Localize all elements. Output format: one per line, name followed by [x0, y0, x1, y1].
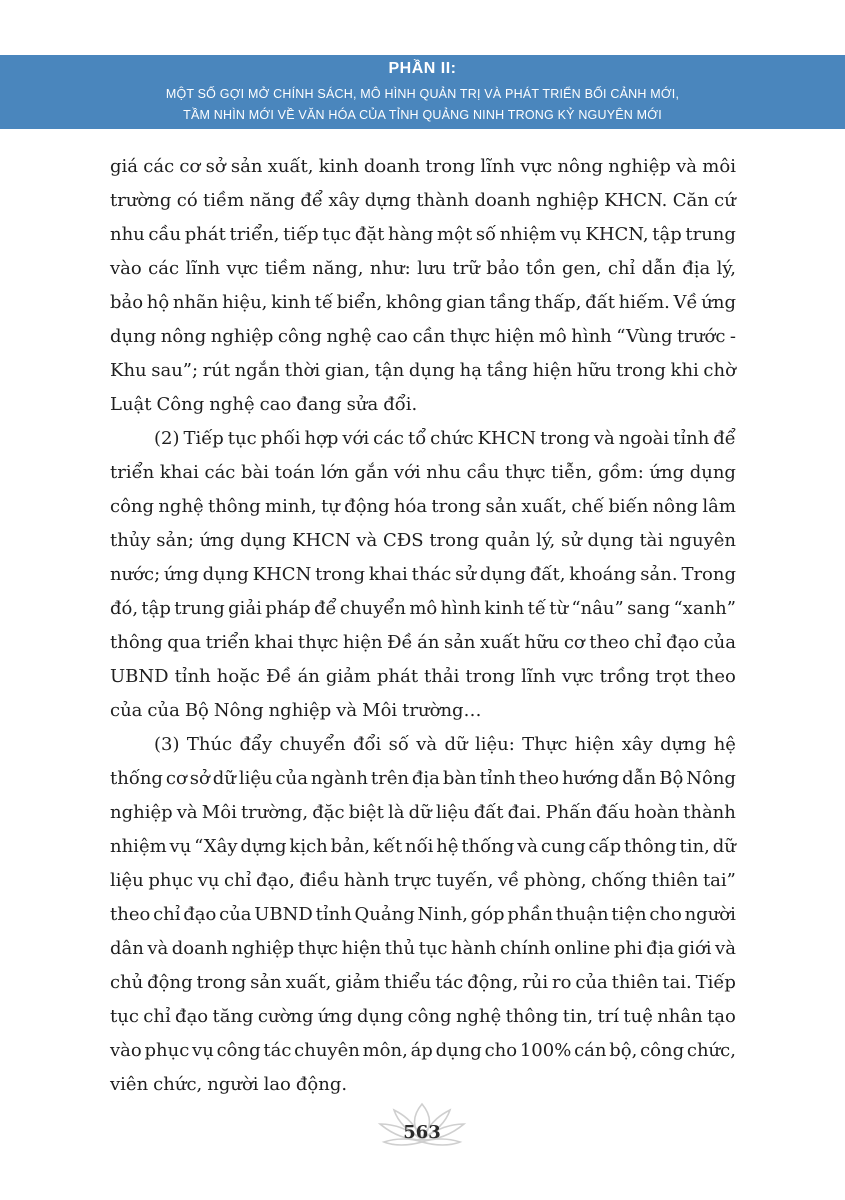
text-line: nghiệp và Môi trường, đặc biệt là dữ liệu đất đai. Phấn đấu hoàn thành — [110, 802, 736, 823]
page-number: 563 — [403, 1122, 441, 1143]
text-line: theo chỉ đạo của UBND tỉnh Quảng Ninh, góp phần thuận tiện cho người — [110, 904, 736, 925]
text-line: triển khai các bài toán lớn gắn với nhu cầu thực tiễn, gồm: ứng dụng — [110, 462, 736, 483]
text-line: thủy sản; ứng dụng KHCN và CĐS trong quản lý, sử dụng tài nguyên — [110, 530, 736, 551]
text-line: liệu phục vụ chỉ đạo, điều hành trực tuyến, về phòng, chống thiên tai” — [110, 870, 736, 891]
text-line: vào phục vụ công tác chuyên môn, áp dụng cho 100% cán bộ, công chức, — [110, 1040, 736, 1061]
text-line: trường có tiềm năng để xây dựng thành doanh nghiệp KHCN. Căn cứ — [110, 190, 736, 211]
page-footer — [372, 1100, 472, 1160]
text-line: giá các cơ sở sản xuất, kinh doanh trong lĩnh vực nông nghiệp và môi — [110, 156, 736, 177]
section-subtitle-line-2: TẦM NHÌN MỚI VỀ VĂN HÓA CỦA TỈNH QUẢNG NINH TRONG KỶ NGUYÊN MỚI — [183, 108, 662, 122]
text-line: chủ động trong sản xuất, giảm thiểu tác động, rủi ro của thiên tai. Tiếp — [110, 972, 736, 993]
text-line: nước; ứng dụng KHCN trong khai thác sử dụng đất, khoáng sản. Trong — [110, 564, 736, 585]
section-header-band — [0, 55, 845, 129]
text-line: dân và doanh nghiệp thực hiện thủ tục hành chính online phi địa giới và — [110, 938, 736, 959]
text-line: nhiệm vụ “Xây dựng kịch bản, kết nối hệ thống và cung cấp thông tin, dữ — [110, 836, 736, 857]
text-line: dụng nông nghiệp công nghệ cao cần thực hiện mô hình “Vùng trước - — [110, 326, 736, 347]
text-line: bảo hộ nhãn hiệu, kinh tế biển, không gian tầng thấp, đất hiếm. Về ứng — [110, 292, 736, 313]
section-title: PHẦN II: — [388, 60, 457, 77]
text-line: Khu sau”; rút ngắn thời gian, tận dụng hạ tầng hiện hữu trong khi chờ — [110, 360, 736, 381]
text-line: đó, tập trung giải pháp để chuyển mô hình kinh tế từ “nâu” sang “xanh” — [110, 598, 736, 619]
text-line: thông qua triển khai thực hiện Đề án sản xuất hữu cơ theo chỉ đạo của — [110, 632, 736, 653]
text-line: công nghệ thông minh, tự động hóa trong sản xuất, chế biến nông lâm — [110, 496, 736, 517]
text-line: (2) Tiếp tục phối hợp với các tổ chức KHCN trong và ngoài tỉnh để — [154, 428, 736, 449]
text-line: viên chức, người lao động. — [110, 1074, 348, 1095]
text-line: (3) Thúc đẩy chuyển đổi số và dữ liệu: Thực hiện xây dựng hệ — [154, 734, 736, 755]
text-line: thống cơ sở dữ liệu của ngành trên địa bàn tỉnh theo hướng dẫn Bộ Nông — [110, 768, 736, 789]
text-line: Luật Công nghệ cao đang sửa đổi. — [110, 394, 418, 415]
text-line: của của Bộ Nông nghiệp và Môi trường… — [110, 700, 482, 721]
body-text — [110, 150, 736, 1102]
text-line: UBND tỉnh hoặc Đề án giảm phát thải trong lĩnh vực trồng trọt theo — [110, 666, 736, 687]
text-line: vào các lĩnh vực tiềm năng, như: lưu trữ bảo tồn gen, chỉ dẫn địa lý, — [110, 258, 736, 279]
text-line: tục chỉ đạo tăng cường ứng dụng công nghệ thông tin, trí tuệ nhân tạo — [110, 1006, 736, 1027]
text-line: nhu cầu phát triển, tiếp tục đặt hàng một số nhiệm vụ KHCN, tập trung — [110, 224, 736, 245]
section-subtitle-line-1: MỘT SỐ GỢI MỞ CHÍNH SÁCH, MÔ HÌNH QUẢN TRỊ VÀ PHÁT TRIỂN BỐI CẢNH MỚI, — [165, 87, 680, 101]
